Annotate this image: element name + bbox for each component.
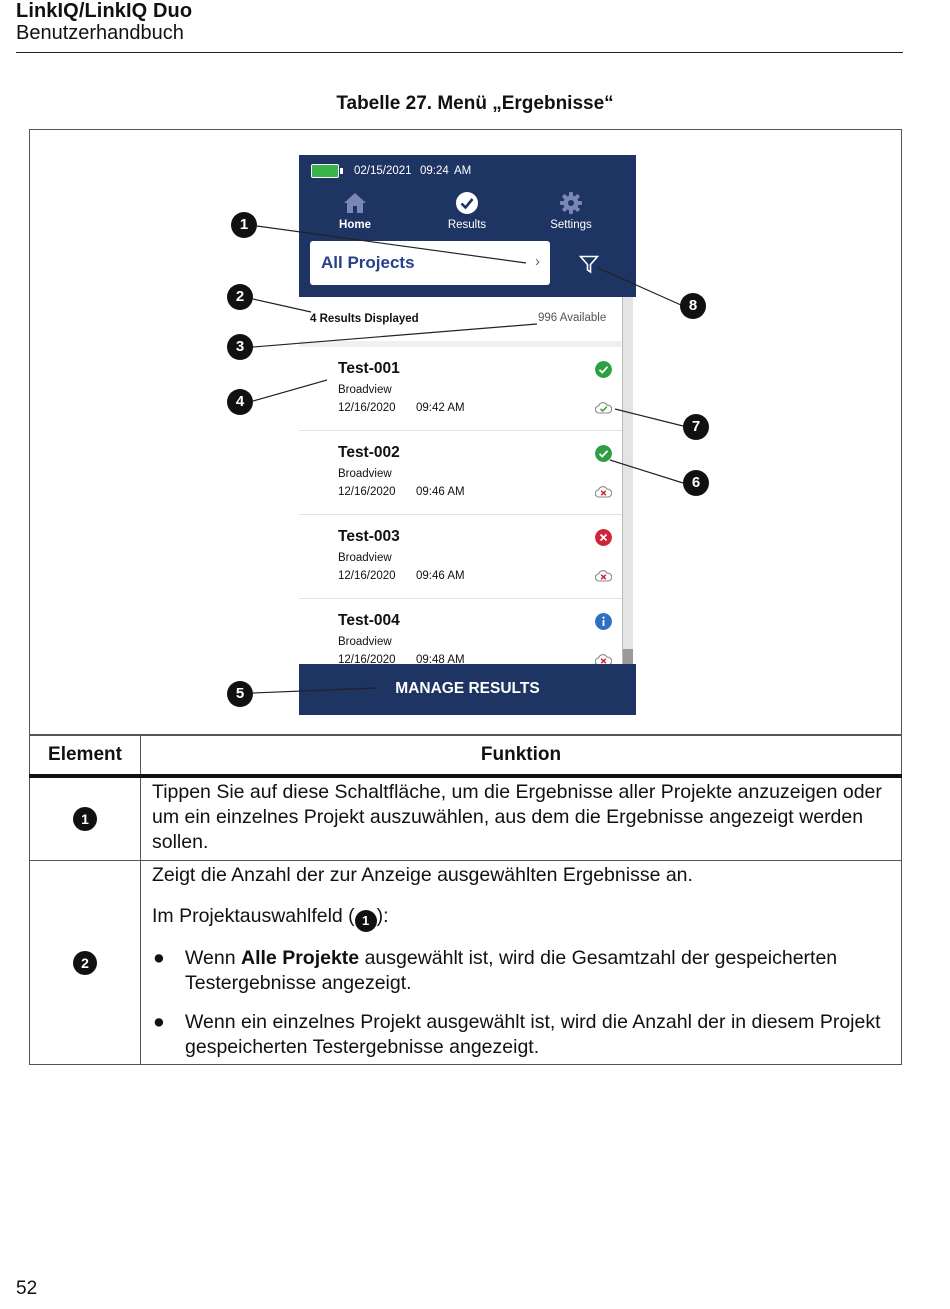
callout-6: 6 (683, 470, 709, 496)
nav-home-label: Home (339, 219, 371, 231)
bullet-item (152, 1010, 891, 1060)
doc-title: LinkIQ/LinkIQ Duo (16, 0, 193, 22)
callout-2: 2 (227, 284, 253, 310)
result-time: 09:46 AM (416, 570, 465, 582)
result-name: Test-003 (338, 528, 400, 545)
result-name: Test-002 (338, 444, 400, 461)
result-name: Test-001 (338, 360, 400, 377)
result-time: 09:48 AM (416, 654, 465, 664)
doc-subtitle: Benutzerhandbuch (16, 22, 184, 44)
manage-results-label: MANAGE RESULTS (395, 680, 540, 697)
result-location: Broadview (338, 552, 392, 564)
result-time: 09:46 AM (416, 486, 465, 498)
result-date: 12/16/2020 (338, 570, 396, 582)
results-displayed-count: 4 Results Displayed (310, 313, 419, 325)
result-date: 12/16/2020 (338, 402, 396, 414)
column-header-element: Element (30, 736, 141, 777)
bullet-marker: ● (153, 947, 165, 969)
callout-1: 1 (231, 212, 257, 238)
nav-settings-label: Settings (550, 219, 592, 231)
callout-3: 3 (227, 334, 253, 360)
bullet-text: Wenn ein einzelnes Projekt ausgewählt ist, wird die Anzahl der in diesem Projekt gespeicherten Testergebnisse angezeigt. (185, 1011, 881, 1058)
callout-4: 4 (227, 389, 253, 415)
table-row (30, 861, 902, 1065)
result-name: Test-004 (338, 612, 400, 629)
result-date: 12/16/2020 (338, 654, 396, 664)
function-subheading (152, 904, 891, 932)
callout-7: 7 (683, 414, 709, 440)
results-available-count: 996 Available (538, 312, 607, 324)
element-number: 1 (73, 807, 97, 831)
result-date: 12/16/2020 (338, 486, 396, 498)
column-header-function: Funktion (141, 736, 902, 777)
subheading-prefix: Im Projektauswahlfeld ( (152, 905, 355, 927)
page-number: 52 (16, 1278, 38, 1299)
result-location: Broadview (338, 384, 392, 396)
result-location: Broadview (338, 468, 392, 480)
inline-element-ref: 1 (355, 910, 377, 932)
status-ampm: AM (454, 165, 472, 177)
project-selector-label: All Projects (321, 253, 415, 272)
element-number: 2 (73, 951, 97, 975)
subheading-suffix: ): (376, 905, 389, 927)
result-time: 09:42 AM (416, 402, 465, 414)
function-intro: Zeigt die Anzahl der zur Anzeige ausgewählten Ergebnisse an. (152, 864, 693, 886)
chevron-right-icon: › (535, 253, 540, 270)
bullet-text: Wenn (185, 947, 242, 969)
bullet-text: ausgewählt ist, wird die Gesamtzahl der gespeicherten Testergebnisse angezeigt. (185, 947, 838, 994)
function-text: Tippen Sie auf diese Schaltfläche, um die Ergebnisse aller Projekte anzuzeigen oder um ein einzelnes Projekt auszuwählen, aus dem die Ergebnisse angezeigt werden sollen. (152, 781, 882, 853)
bullet-marker: ● (153, 1011, 165, 1033)
nav-results-label: Results (447, 219, 487, 231)
callout-5: 5 (227, 681, 253, 707)
status-date: 02/15/2021 (354, 165, 412, 177)
bullet-item (152, 946, 891, 996)
bullet-bold-text: Alle Projekte (241, 947, 360, 969)
callout-8: 8 (680, 293, 706, 319)
table-caption: Tabelle 27. Menü „Ergebnisse“ (336, 93, 614, 114)
result-location: Broadview (338, 636, 392, 648)
table-row (30, 776, 902, 861)
element-function-table (29, 735, 902, 1065)
status-time: 09:24 (420, 165, 449, 177)
